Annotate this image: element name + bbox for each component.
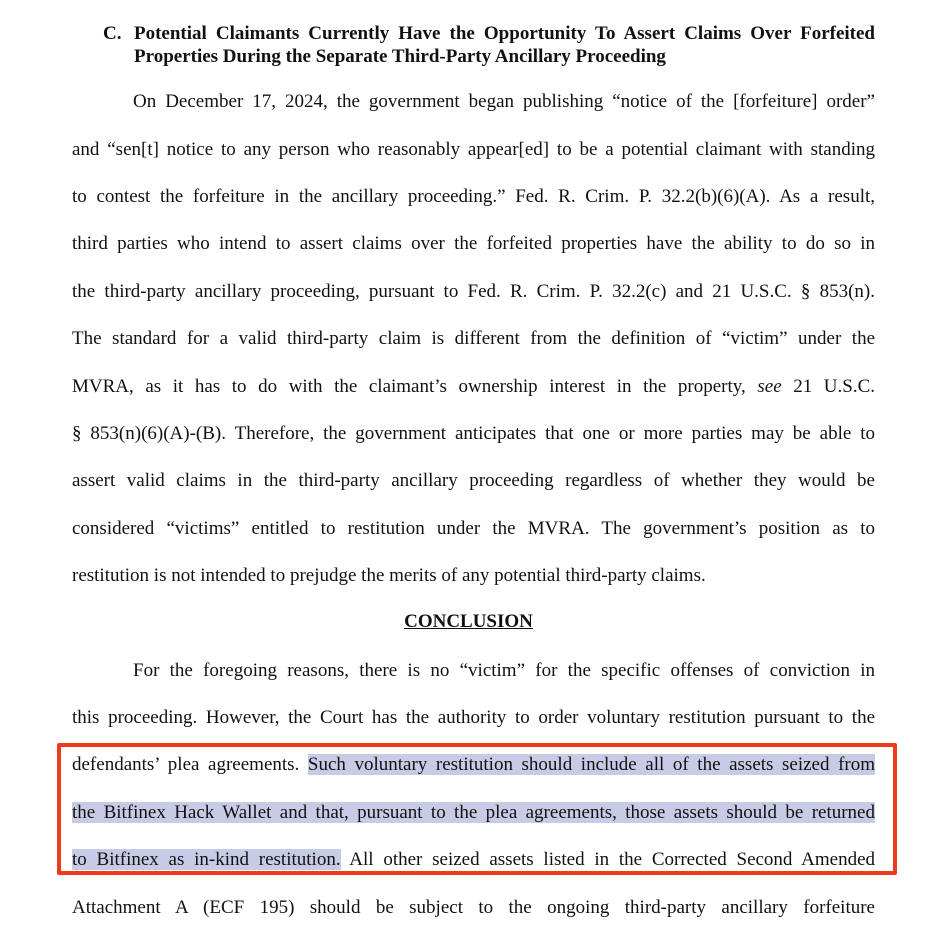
paragraph1-line: third parties who intend to assert claims over the forfeited properties have the ability to do so in [72, 233, 875, 254]
line-segment: MVRA, as it has to do with the claimant’s ownership interest in the property, [72, 376, 746, 397]
paragraph1-line: The standard for a valid third-party claim is different from the definition of “victim” under the [72, 328, 875, 349]
conclusion-heading: CONCLUSION [404, 611, 533, 632]
paragraph1-line: the third-party ancillary proceeding, pursuant to Fed. R. Crim. P. 32.2(c) and 21 U.S.C. § 853(n). [72, 281, 875, 302]
paragraph2-line: Attachment A (ECF 195) should be subject to the ongoing third-party ancillary forfeiture [72, 897, 875, 918]
paragraph1-line: considered “victims” entitled to restitution under the MVRA. The government’s position as to [72, 518, 875, 539]
paragraph1-line: On December 17, 2024, the government began publishing “notice of the [forfeiture] order” [133, 91, 875, 112]
paragraph2-line: this proceeding. However, the Court has the authority to order voluntary restitution pursuant to the [72, 707, 875, 728]
section-heading-c [103, 22, 875, 68]
highlighted-text: Such voluntary restitution should include all of the assets seized from [307, 754, 876, 775]
paragraph1-line [72, 375, 875, 399]
line-segment: All other seized assets listed in the Corrected Second Amended [349, 849, 876, 870]
section-letter: C. [103, 23, 122, 44]
line-segment: defendants’ plea agreements. [72, 754, 300, 775]
paragraph1-line: restitution is not intended to prejudge the merits of any potential third-party claims. [72, 565, 706, 586]
paragraph1-line: § 853(n)(6)(A)-(B). Therefore, the government anticipates that one or more parties may be able to [72, 423, 875, 444]
signal-see: see [757, 376, 782, 397]
red-annotation-box [57, 743, 897, 875]
highlighted-text: to Bitfinex as in-kind restitution. [72, 849, 341, 870]
paragraph1-line: assert valid claims in the third-party ancillary proceeding regardless of whether they would be [72, 470, 875, 491]
paragraph1-line: to contest the forfeiture in the ancillary proceeding.” Fed. R. Crim. P. 32.2(b)(6)(A). As a result, [72, 186, 875, 207]
highlighted-text: the Bitfinex Hack Wallet and that, pursuant to the plea agreements, those assets should be returned [72, 802, 875, 823]
paragraph1-line: and “sen[t] notice to any person who reasonably appear[ed] to be a potential claimant with standing [72, 139, 875, 160]
paragraph2-line: For the foregoing reasons, there is no “victim” for the specific offenses of conviction in [133, 660, 875, 681]
section-heading-text: Potential Claimants Currently Have the Opportunity To Assert Claims Over Forfeited Properties During the Separate Third-Party Ancillary Proceeding [134, 23, 875, 67]
line-segment: 21 U.S.C. [793, 376, 876, 397]
